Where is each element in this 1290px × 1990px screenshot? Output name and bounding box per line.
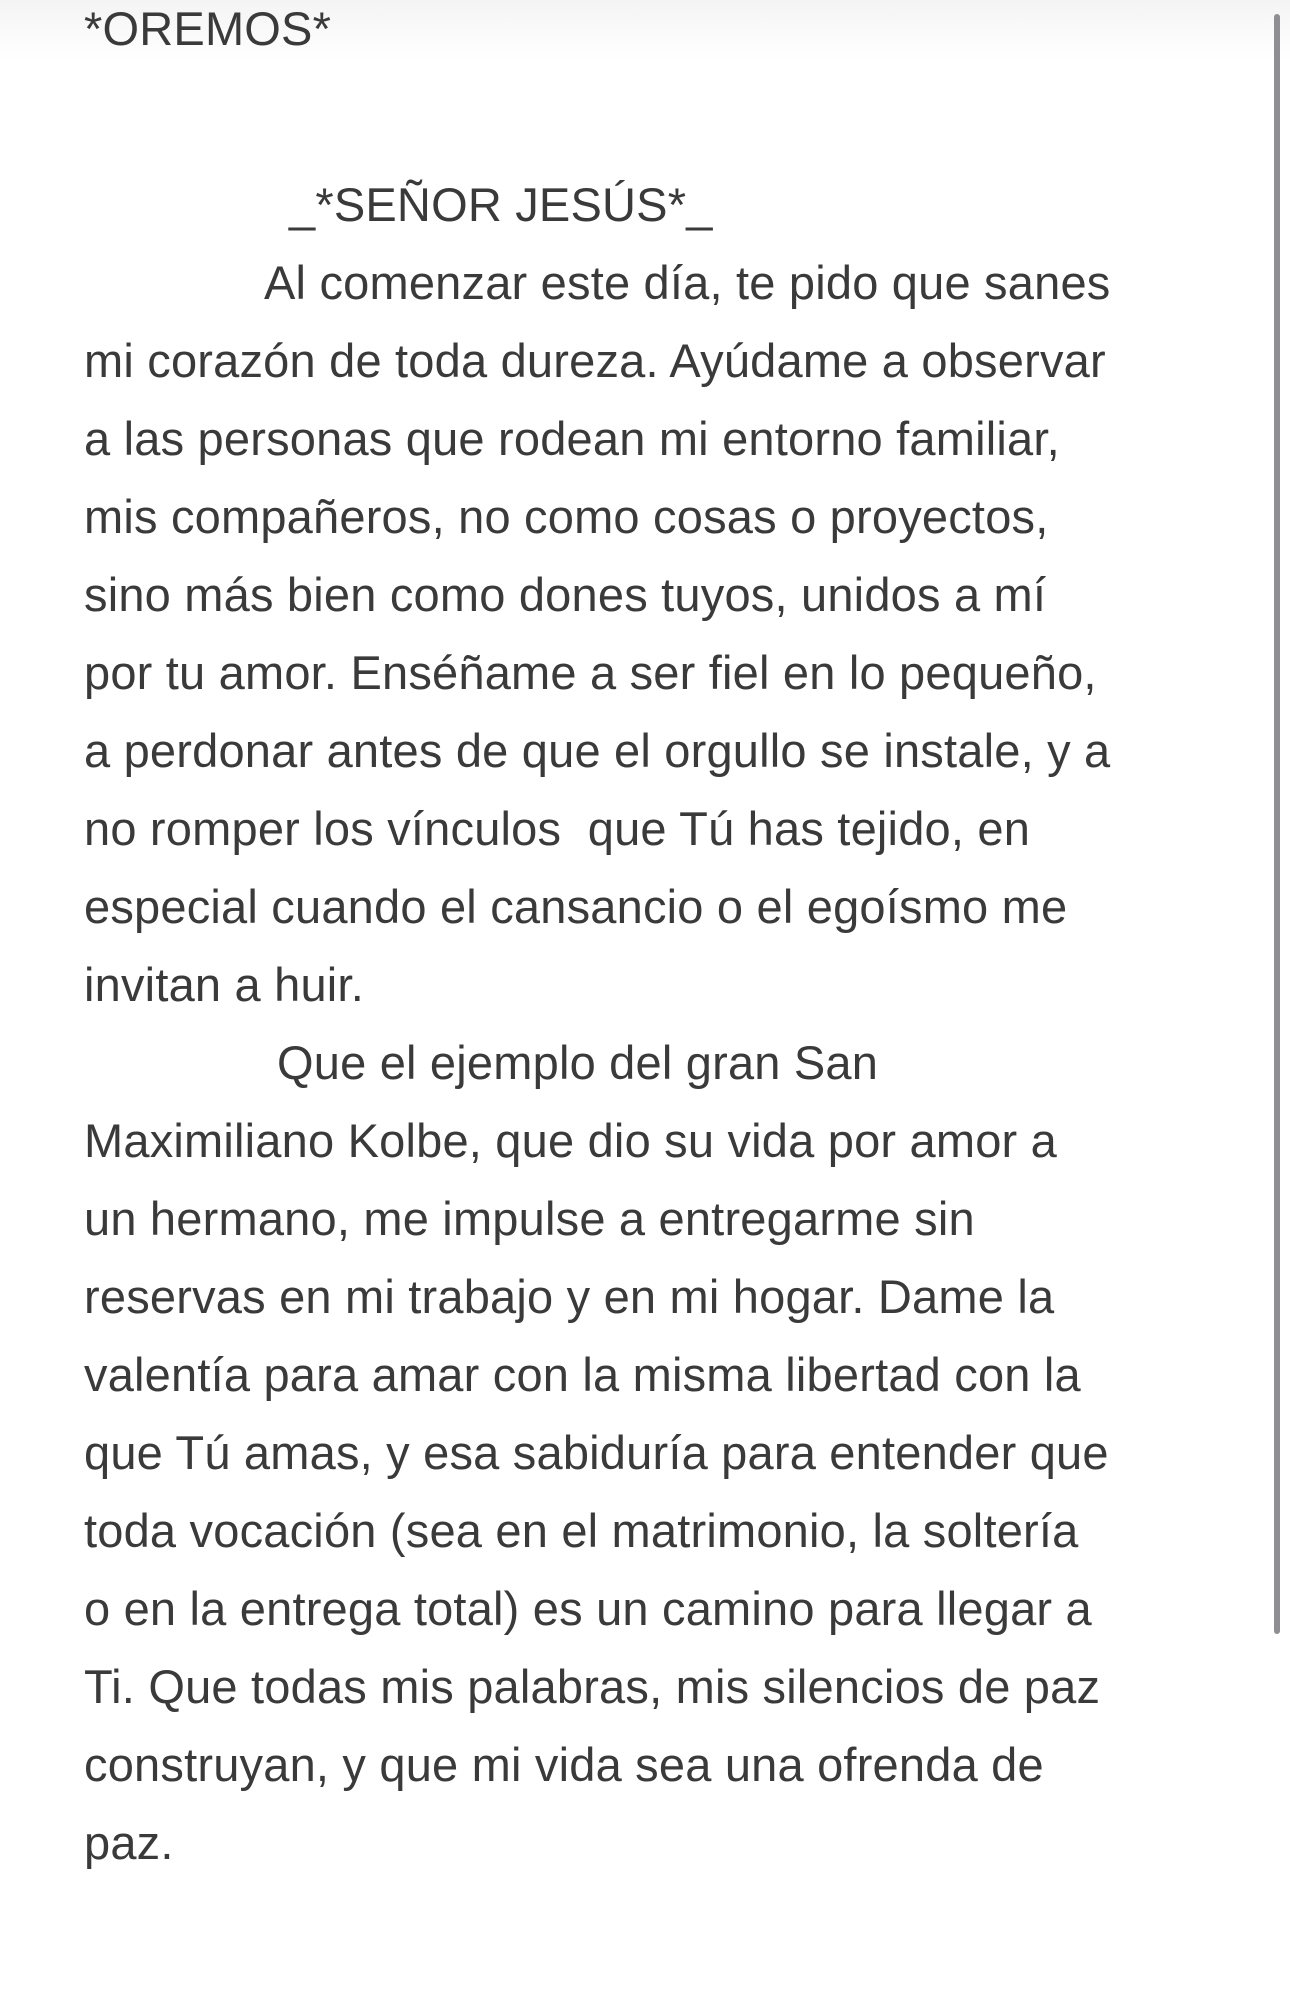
- blank-line: [84, 68, 1224, 166]
- text-line: construyan, y que mi vida sea una ofrenda de: [84, 1738, 1044, 1791]
- text-line: Maximiliano Kolbe, que dio su vida por amor a: [84, 1114, 1058, 1167]
- text-line: invitan a huir.: [84, 958, 364, 1011]
- text-line: a las personas que rodean mi entorno familiar,: [84, 412, 1060, 465]
- prayer-title: _*SEÑOR JESÚS*_: [289, 178, 713, 231]
- text-line: Ti. Que todas mis palabras, mis silencios de paz: [84, 1660, 1101, 1713]
- text-line: Al comenzar este día, te pido que sanes: [264, 256, 1111, 309]
- text-line: sino más bien como dones tuyos, unidos a mí: [84, 568, 1047, 621]
- text-line: valentía para amar con la misma libertad con la: [84, 1348, 1081, 1401]
- text-line: reservas en mi trabajo y en mi hogar. Dame la: [84, 1270, 1055, 1323]
- text-line: mis compañeros, no como cosas o proyectos,: [84, 490, 1049, 543]
- text-line: toda vocación (sea en el matrimonio, la soltería: [84, 1504, 1079, 1557]
- text-line: paz.: [84, 1816, 174, 1869]
- text-line: que Tú amas, y esa sabiduría para entender que: [84, 1426, 1109, 1479]
- text-line: a perdonar antes de que el orgullo se instale, y a: [84, 724, 1111, 777]
- text-line: o en la entrega total) es un camino para llegar a: [84, 1582, 1092, 1635]
- text-line: un hermano, me impulse a entregarme sin: [84, 1192, 975, 1245]
- prayer-heading: *OREMOS*: [84, 2, 332, 55]
- text-line: mi corazón de toda dureza. Ayúdame a observar: [84, 334, 1106, 387]
- text-line: por tu amor. Enséñame a ser fiel en lo pequeño,: [84, 646, 1097, 699]
- vertical-scrollbar[interactable]: [1274, 14, 1280, 1634]
- text-line: Que el ejemplo del gran San: [277, 1036, 879, 1089]
- text-line: especial cuando el cansancio o el egoísmo me: [84, 880, 1068, 933]
- text-line: no romper los vínculos que Tú has tejido, en: [84, 802, 1031, 855]
- paragraph-1: [84, 244, 1224, 1024]
- document-body[interactable]: [84, 0, 1224, 1882]
- paragraph-2: [84, 1024, 1224, 1882]
